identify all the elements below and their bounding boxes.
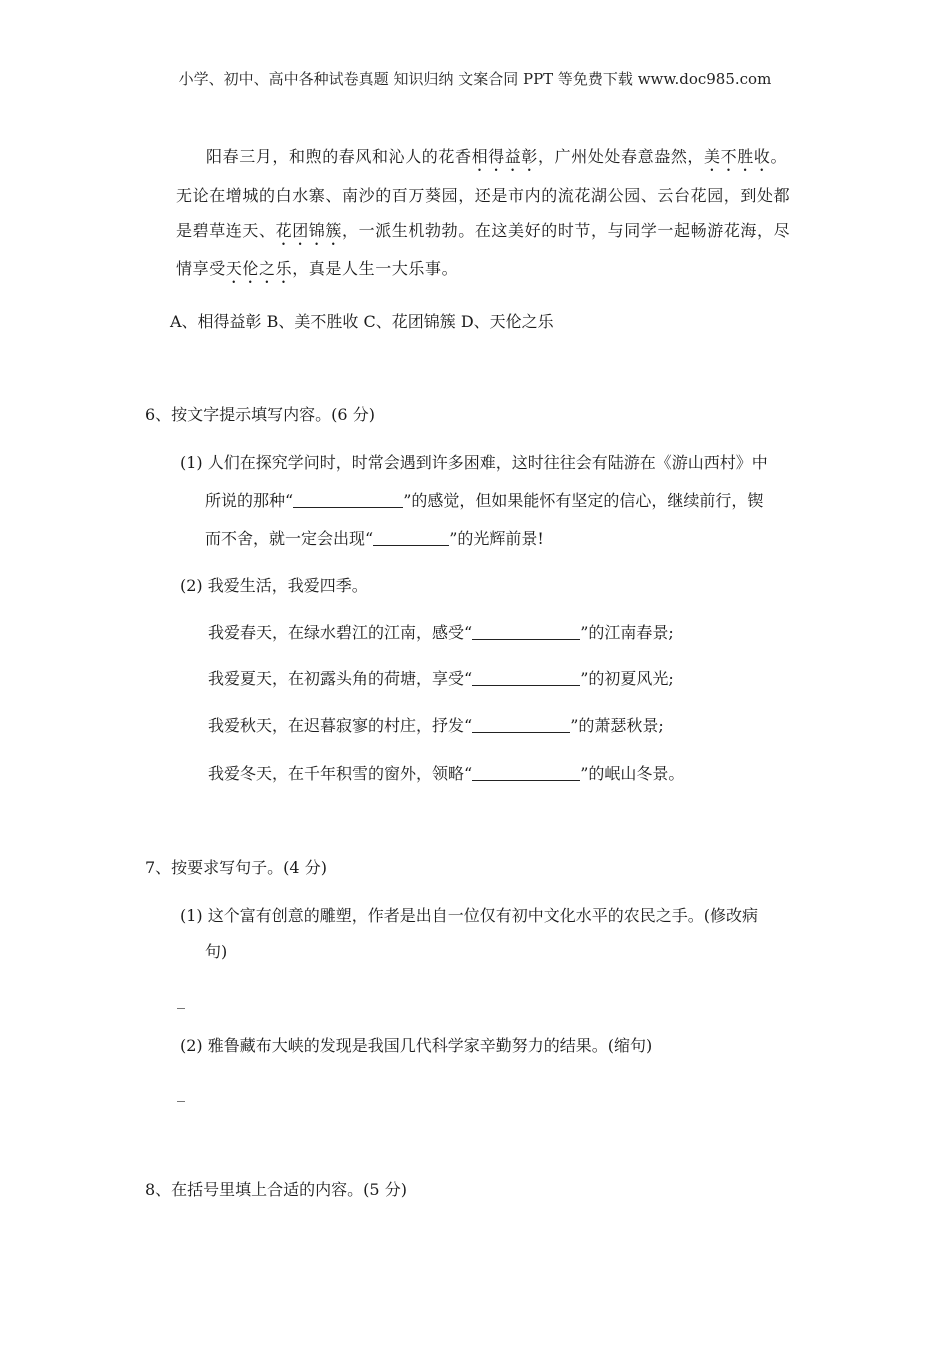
q6-autumn-line: 我爱秋天，在迟暮寂寥的村庄，抒发“ ”的萧瑟秋景;	[208, 716, 664, 735]
q7-answer-line-1[interactable]: _	[177, 990, 185, 1009]
q6-winter-line: 我爱冬天，在千年积雪的窗外，领略“ ”的岷山冬景。	[208, 764, 685, 783]
passage-line-3: 是碧草连天、花团锦簇，一派生机勃勃。在这美好的时节，与同学一起畅游花海，尽	[176, 221, 791, 240]
answer-options: A、相得益彰 B、美不胜收 C、花团锦簇 D、天伦之乐	[170, 312, 554, 331]
passage-line-2: 无论在增城的白水寨、南沙的百万葵园，还是市内的流花湖公园、云台花园，到处都	[176, 186, 791, 205]
fill-blank[interactable]	[472, 731, 570, 733]
fill-blank[interactable]	[472, 684, 580, 686]
question-8-title: 8、在括号里填上合适的内容。(5 分)	[145, 1180, 407, 1199]
q6-part2-title: (2) 我爱生活，我爱四季。	[180, 576, 368, 595]
q6-spring-line: 我爱春天，在绿水碧江的江南，感受“ ”的江南春景;	[208, 623, 674, 642]
q6-part1-line1: (1) 人们在探究学问时，时常会遇到许多困难，这时往往会有陆游在《游山西村》中	[180, 453, 768, 472]
q7-part1-line1: (1) 这个富有创意的雕塑，作者是出自一位仅有初中文化水平的农民之手。(修改病	[180, 906, 758, 925]
fill-blank[interactable]	[293, 506, 403, 508]
fill-blank[interactable]	[472, 638, 580, 640]
page-header: 小学、初中、高中各种试卷真题 知识归纳 文案合同 PPT 等免费下载 www.doc985.com	[178, 70, 772, 88]
fill-blank[interactable]	[373, 544, 449, 546]
q6-part1-line2: 所说的那种“ ”的感觉，但如果能怀有坚定的信心，继续前行，锲	[205, 491, 764, 510]
q7-part2: (2) 雅鲁藏布大峡的发现是我国几代科学家辛勤努力的结果。(缩句)	[180, 1036, 653, 1055]
q6-part1-line3: 而不舍，就一定会出现“ ”的光辉前景!	[205, 529, 544, 548]
q7-part1-line2: 句)	[205, 942, 228, 961]
question-6-title: 6、按文字提示填写内容。(6 分)	[145, 405, 375, 424]
passage-line-4: 情享受天伦之乐，真是人生一大乐事。	[176, 259, 459, 278]
emphasis-phrase: 相得益彰	[471, 147, 539, 166]
passage-line-1: 阳春三月，和煦的春风和沁人的花香相得益彰，广州处处春意盎然，美不胜收。	[206, 147, 788, 166]
fill-blank[interactable]	[472, 779, 580, 781]
q7-answer-line-2[interactable]: _	[177, 1083, 185, 1102]
emphasis-phrase: 美不胜收	[704, 147, 771, 166]
emphasis-phrase: 花团锦簇	[275, 221, 343, 240]
emphasis-phrase: 天伦之乐	[225, 259, 293, 278]
question-7-title: 7、按要求写句子。(4 分)	[145, 858, 327, 877]
q6-summer-line: 我爱夏天，在初露头角的荷塘，享受“ ”的初夏风光;	[208, 669, 674, 688]
